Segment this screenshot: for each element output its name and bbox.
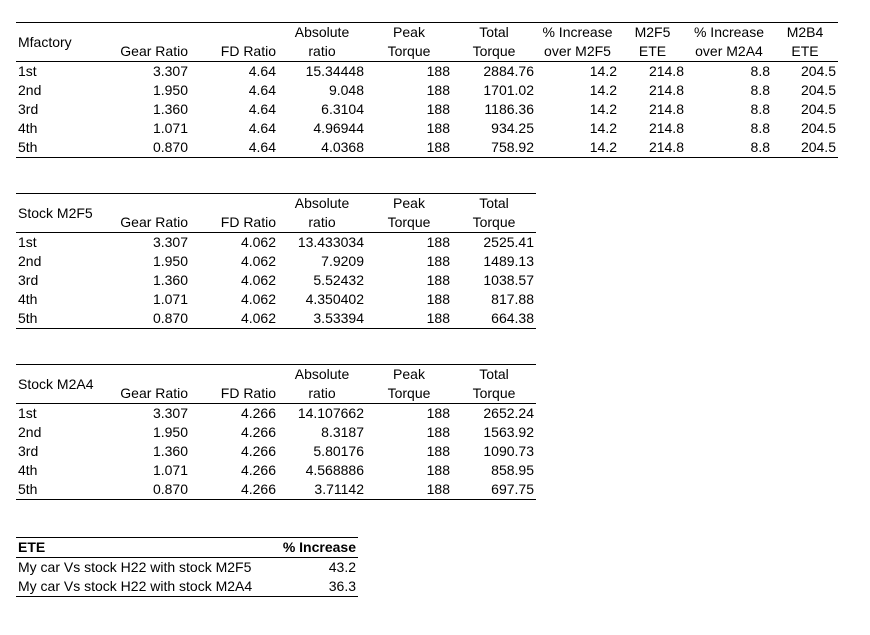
- table-cell: 934.25: [491, 120, 534, 136]
- table-cell: 4.266: [190, 480, 278, 500]
- table-row: [16, 271, 536, 290]
- col-header-gear-ratio: Gear Ratio: [106, 194, 190, 233]
- table-cell: 188: [426, 234, 450, 250]
- ete-summary-table: [16, 537, 358, 597]
- table-cell: 4.062: [240, 272, 276, 288]
- table-cell: 4.64: [248, 120, 276, 136]
- table-row: [16, 233, 536, 253]
- table-cell: 204.5: [772, 138, 838, 158]
- table-cell: 188: [426, 272, 450, 288]
- table-cell: 4.64: [248, 82, 276, 98]
- table-title: Stock M2A4: [16, 365, 106, 404]
- table-cell: 14.2: [589, 120, 617, 136]
- col-header-fd-ratio: FD Ratio: [190, 194, 278, 233]
- table-cell: 1489.13: [483, 253, 534, 269]
- table-cell: 188: [366, 480, 452, 500]
- table-cell: 4.062: [190, 309, 278, 329]
- table-cell: 204.5: [800, 101, 836, 117]
- gear-label: 4th: [18, 462, 38, 478]
- comparison-value: 43.2: [328, 559, 356, 575]
- table-cell: 2652.24: [483, 405, 534, 421]
- gear-label: 3rd: [18, 272, 39, 288]
- table-cell: 4.266: [240, 424, 276, 440]
- col-header-increase-m2f5: % Increase over M2F5: [536, 23, 619, 62]
- table-cell: 188: [426, 101, 450, 117]
- table-cell: 3.307: [152, 234, 188, 250]
- gear-label: 1st: [18, 405, 37, 421]
- table-row: [16, 309, 536, 329]
- table-cell: 188: [426, 82, 450, 98]
- table-title: Stock M2F5: [16, 194, 106, 233]
- table-cell: 0.870: [106, 138, 190, 158]
- col-header-fd-ratio: FD Ratio: [190, 23, 278, 62]
- table-body: [16, 62, 838, 158]
- table-body: [16, 233, 536, 329]
- col-header-ete: ETE: [16, 538, 274, 558]
- gear-label: 2nd: [18, 424, 42, 440]
- table-row: [16, 480, 536, 500]
- gear-label: 5th: [16, 138, 106, 158]
- table-row: [16, 138, 838, 158]
- table-cell: 7.9209: [321, 253, 364, 269]
- col-header-total-torque: Total Torque: [452, 23, 536, 62]
- table-cell: 8.8: [750, 101, 770, 117]
- comparison-value: 36.3: [274, 577, 358, 597]
- table-cell: 1.071: [152, 120, 188, 136]
- table-cell: 2884.76: [483, 63, 534, 79]
- table-title: Mfactory: [16, 23, 106, 62]
- table-cell: 188: [426, 443, 450, 459]
- table-row: [16, 404, 536, 424]
- table-row: [16, 461, 536, 480]
- table-cell: 8.3187: [321, 424, 364, 440]
- gear-label: 1st: [18, 63, 37, 79]
- table-cell: 214.8: [648, 82, 684, 98]
- table-cell: 14.2: [589, 63, 617, 79]
- table-header-row: [16, 538, 358, 558]
- table-cell: 188: [426, 424, 450, 440]
- table-cell: 758.92: [452, 138, 536, 158]
- table-cell: 4.266: [240, 462, 276, 478]
- gear-label: 5th: [16, 480, 106, 500]
- table-cell: 1.950: [152, 424, 188, 440]
- col-header-absolute-ratio: Absolute ratio: [278, 365, 366, 404]
- table-row: [16, 119, 838, 138]
- gear-label: 1st: [18, 234, 37, 250]
- table-cell: 1.071: [152, 291, 188, 307]
- table-cell: 188: [426, 462, 450, 478]
- table-cell: 204.5: [800, 63, 836, 79]
- table-header-row: [16, 365, 536, 404]
- table-cell: 14.2: [536, 138, 619, 158]
- table-cell: 1090.73: [483, 443, 534, 459]
- table-cell: 9.048: [328, 82, 364, 98]
- table-row: [16, 100, 838, 119]
- table-cell: 1186.36: [484, 101, 534, 117]
- table-cell: 188: [426, 120, 450, 136]
- table-cell: 664.38: [452, 309, 536, 329]
- col-header-peak-torque: Peak Torque: [366, 23, 452, 62]
- table-cell: 1.071: [152, 462, 188, 478]
- table-cell: 13.433034: [297, 234, 364, 250]
- table-cell: 4.062: [240, 291, 276, 307]
- table-cell: 3.307: [152, 63, 188, 79]
- table-cell: 4.64: [190, 138, 278, 158]
- table-cell: 204.5: [800, 120, 836, 136]
- col-header-absolute-ratio: Absolute ratio: [278, 23, 366, 62]
- table-cell: 214.8: [648, 101, 684, 117]
- table-cell: 1.950: [152, 253, 188, 269]
- gear-label: 4th: [18, 291, 38, 307]
- table-row: [16, 252, 536, 271]
- comparison-label: My car Vs stock H22 with stock M2A4: [16, 577, 274, 597]
- table-cell: 1.950: [152, 82, 188, 98]
- table-cell: 5.80176: [313, 443, 364, 459]
- table-cell: 14.107662: [297, 405, 364, 421]
- table-row: [16, 558, 358, 578]
- table-cell: 1701.02: [483, 82, 534, 98]
- table-cell: 4.64: [248, 63, 276, 79]
- table-cell: 4.64: [248, 101, 276, 117]
- table-cell: 817.88: [491, 291, 534, 307]
- table-cell: 4.062: [240, 253, 276, 269]
- gear-label: 5th: [16, 309, 106, 329]
- col-header-gear-ratio: Gear Ratio: [106, 365, 190, 404]
- table-cell: 14.2: [589, 101, 617, 117]
- col-header-absolute-ratio: Absolute ratio: [278, 194, 366, 233]
- gear-label: 3rd: [18, 101, 39, 117]
- table-cell: 4.350402: [305, 291, 364, 307]
- table-cell: 214.8: [648, 63, 684, 79]
- table-cell: 5.52432: [313, 272, 364, 288]
- table-cell: 188: [426, 291, 450, 307]
- comparison-label: My car Vs stock H22 with stock M2F5: [18, 559, 252, 575]
- table-cell: 4.266: [240, 443, 276, 459]
- table-cell: 4.266: [240, 405, 276, 421]
- table-cell: 4.96944: [313, 120, 364, 136]
- gear-label: 3rd: [18, 443, 39, 459]
- mfactory-table: [16, 22, 838, 158]
- table-row: [16, 290, 536, 309]
- table-cell: 1.360: [152, 101, 188, 117]
- table-cell: 8.8: [750, 63, 770, 79]
- gear-label: 4th: [18, 120, 38, 136]
- table-header-row: [16, 194, 536, 233]
- table-cell: 1038.57: [483, 272, 534, 288]
- table-cell: 188: [366, 309, 452, 329]
- table-row: [16, 423, 536, 442]
- table-cell: 697.75: [452, 480, 536, 500]
- table-cell: 2525.41: [483, 234, 534, 250]
- table-cell: 0.870: [106, 480, 190, 500]
- col-header-increase-m2a4: % Increase over M2A4: [686, 23, 772, 62]
- table-cell: 3.53394: [278, 309, 366, 329]
- table-cell: 204.5: [800, 82, 836, 98]
- table-cell: 4.062: [240, 234, 276, 250]
- table-cell: 4.568886: [305, 462, 364, 478]
- col-header-m2f5-ete: M2F5 ETE: [619, 23, 686, 62]
- gear-label: 2nd: [18, 253, 42, 269]
- col-header-peak-torque: Peak Torque: [366, 194, 452, 233]
- table-cell: 188: [426, 405, 450, 421]
- table-cell: 214.8: [619, 138, 686, 158]
- col-header-m2b4-ete: M2B4 ETE: [772, 23, 838, 62]
- table-cell: 214.8: [648, 120, 684, 136]
- table-cell: 8.8: [686, 138, 772, 158]
- table-row: [16, 442, 536, 461]
- table-cell: 1563.92: [483, 424, 534, 440]
- table-cell: 3.307: [152, 405, 188, 421]
- table-row: [16, 577, 358, 597]
- col-header-fd-ratio: FD Ratio: [190, 365, 278, 404]
- col-header-total-torque: Total Torque: [452, 194, 536, 233]
- table-cell: 3.71142: [278, 480, 366, 500]
- table-cell: 4.0368: [278, 138, 366, 158]
- table-row: [16, 62, 838, 82]
- table-cell: 0.870: [106, 309, 190, 329]
- table-cell: 8.8: [750, 82, 770, 98]
- table-body: [16, 404, 536, 500]
- stock-m2a4-table: [16, 364, 536, 500]
- gear-label: 2nd: [18, 82, 42, 98]
- table-cell: 8.8: [750, 120, 770, 136]
- stock-m2f5-table: [16, 193, 536, 329]
- table-header-row: [16, 23, 838, 62]
- col-header-peak-torque: Peak Torque: [366, 365, 452, 404]
- col-header-total-torque: Total Torque: [452, 365, 536, 404]
- table-cell: 188: [366, 138, 452, 158]
- table-cell: 188: [426, 63, 450, 79]
- table-cell: 858.95: [491, 462, 534, 478]
- table-cell: 1.360: [152, 272, 188, 288]
- table-cell: 15.34448: [305, 63, 364, 79]
- table-cell: 14.2: [589, 82, 617, 98]
- table-cell: 1.360: [152, 443, 188, 459]
- table-cell: 6.3104: [321, 101, 364, 117]
- col-header-gear-ratio: Gear Ratio: [106, 23, 190, 62]
- col-header-percent-increase: % Increase: [274, 538, 358, 558]
- table-cell: 188: [426, 253, 450, 269]
- table-row: [16, 81, 838, 100]
